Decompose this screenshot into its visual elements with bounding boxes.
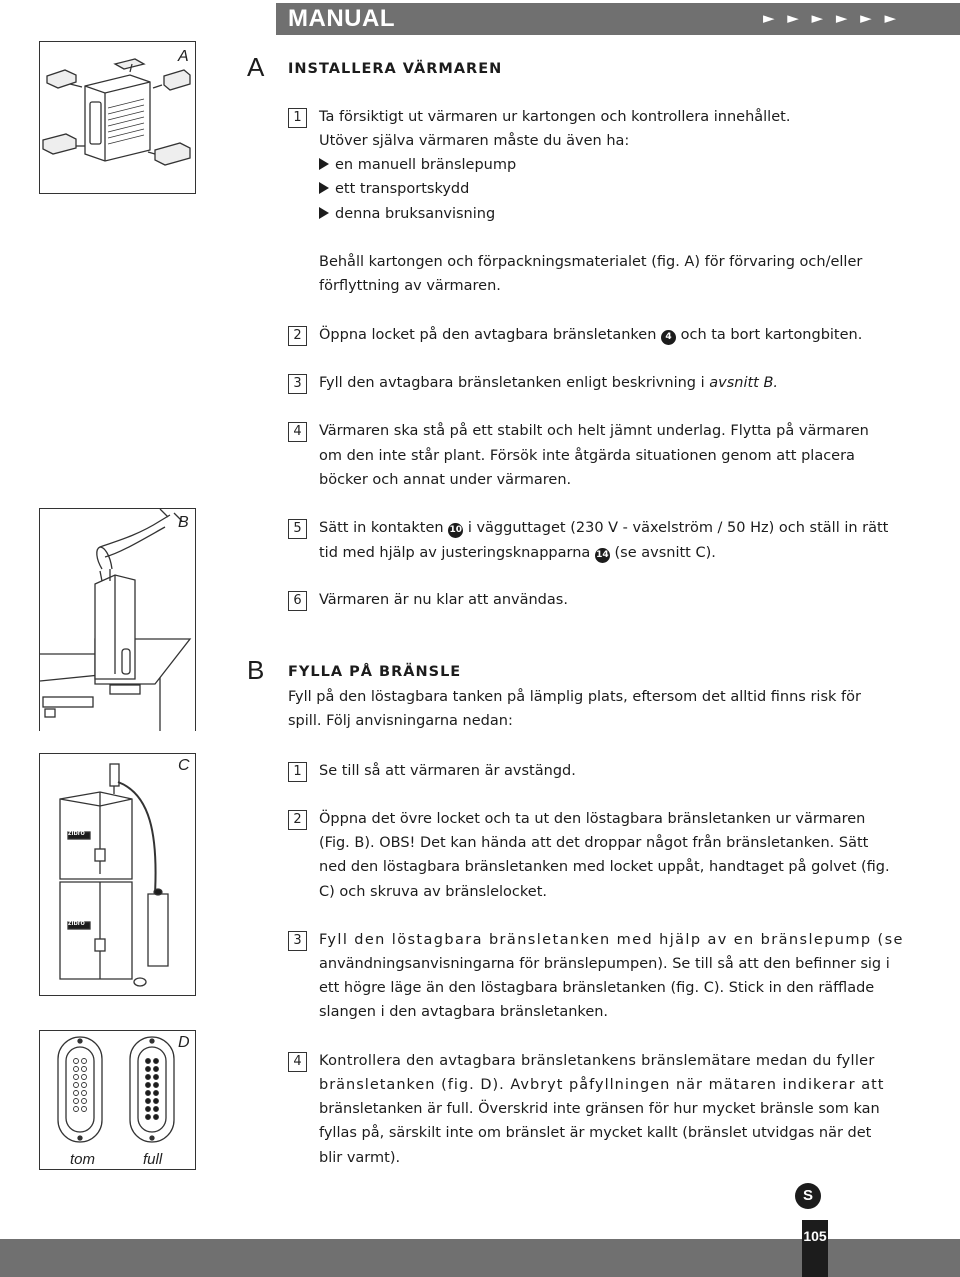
step-a4-number: 4 — [288, 422, 307, 442]
step-a1-number: 1 — [288, 108, 307, 128]
part-number-icon: 10 — [448, 523, 463, 538]
section-b-intro-line1: Fyll på den löstagbara tanken på lämplig plats, eftersom det alltid finns risk för — [288, 689, 861, 705]
step-b2-text-line1: Öppna det övre locket och ta ut den löstagbara bränsletanken ur värmaren — [319, 811, 866, 827]
bullet-item — [319, 202, 495, 226]
figure-a — [39, 41, 196, 194]
figure-d-label: D — [178, 1034, 190, 1051]
step-b2-number: 2 — [288, 810, 307, 830]
step-a2-text-before: Öppna locket på den avtagbara bränsletanken — [319, 327, 657, 343]
step-a5-text-line1 — [319, 516, 888, 540]
step-a3-text-main: Fyll den avtagbara bränsletanken enligt beskrivning i — [319, 375, 710, 391]
step-a6-number: 6 — [288, 591, 307, 611]
bullet-item — [319, 153, 516, 177]
header-title: MANUAL — [288, 5, 395, 32]
bullet-arrow-icon — [319, 182, 329, 194]
section-b-letter: B — [247, 655, 265, 685]
step-a3-number: 3 — [288, 374, 307, 394]
figure-d-empty-label: tom — [70, 1151, 96, 1168]
step-b3-text-line3: ett högre läge än den löstagbara bränsletanken (fig. C). Stick in den räfflade — [319, 980, 875, 996]
step-a5-l1-after: i vägguttaget (230 V - växelström / 50 Hz) och ställ in rätt — [467, 520, 889, 536]
step-a4-text-line3: böcker och annat under värmaren. — [319, 472, 572, 488]
figure-b-label: B — [178, 514, 189, 531]
step-b2-text-line2: (Fig. B). OBS! Det kan hända att det droppar något från bränsletanken. Sätt — [319, 835, 869, 851]
figure-a-label: A — [178, 48, 189, 65]
bullet-arrow-icon — [319, 207, 329, 219]
note-line2: förflyttning av värmaren. — [319, 278, 501, 294]
step-a5-l2-before: tid med hjälp av justeringsknapparna — [319, 545, 591, 561]
note-line1: Behåll kartongen och förpackningsmaterialet (fig. A) för förvaring och/eller — [319, 254, 863, 270]
step-a5-l1-before: Sätt in kontakten — [319, 520, 444, 536]
bullet-label: en manuell bränslepump — [335, 157, 517, 173]
figure-c — [39, 753, 196, 996]
part-number-icon: 14 — [595, 548, 610, 563]
step-b3-text-line4: slangen i den avtagbara bränsletanken. — [319, 1004, 609, 1020]
step-b3-number: 3 — [288, 931, 307, 951]
step-b4-number: 4 — [288, 1052, 307, 1072]
step-a5-l2-after: (se avsnitt C). — [614, 545, 716, 561]
figure-c-label: C — [178, 757, 190, 774]
step-a2-text-after: och ta bort kartongbiten. — [680, 327, 863, 343]
section-a-letter: A — [247, 52, 265, 82]
figure-c-brand: zibro — [68, 920, 85, 927]
step-b4-text-line2: bränsletanken (fig. D). Avbryt påfyllningen när mätaren indikerar att — [319, 1077, 885, 1093]
step-a4-text-line2: om den inte står plant. Försök inte åtgärda situationen genom att placera — [319, 448, 855, 464]
step-a3-text-italic: avsnitt B. — [709, 375, 779, 391]
figure-d-full-label: full — [143, 1151, 163, 1168]
header-arrows: ► ► ► ► ► ► — [762, 9, 900, 27]
figure-c-illustration — [40, 754, 195, 995]
step-a4-text-line1: Värmaren ska stå på ett stabilt och helt jämnt underlag. Flytta på värmaren — [319, 423, 869, 439]
step-a2-number: 2 — [288, 326, 307, 346]
figure-a-illustration — [40, 42, 195, 193]
step-b1-text: Se till så att värmaren är avstängd. — [319, 763, 576, 779]
step-a2-text — [319, 323, 862, 347]
step-b1-number: 1 — [288, 762, 307, 782]
step-b3-text-line1: Fyll den löstagbara bränsletanken med hjälp av en bränslepump (se — [319, 932, 904, 948]
bullet-label: denna bruksanvisning — [335, 206, 496, 222]
figure-d-illustration — [40, 1031, 195, 1169]
step-a1-text-line1: Ta försiktigt ut värmaren ur kartongen och kontrollera innehållet. — [319, 109, 791, 125]
page-number: 105 — [802, 1220, 828, 1277]
step-a1-text-line2: Utöver själva värmaren måste du även ha: — [319, 133, 630, 149]
step-b4-text-line1: Kontrollera den avtagbara bränsletankens bränslemätare medan du fyller — [319, 1053, 875, 1069]
figure-b-illustration — [40, 509, 197, 732]
step-b3-text-line2: användningsanvisningarna för bränslepumpen). Se till så att den befinner sig i — [319, 956, 890, 972]
step-b2-text-line4: C) och skruva av bränslelocket. — [319, 884, 547, 900]
bullet-item — [319, 177, 469, 201]
section-b-intro-line2: spill. Följ anvisningarna nedan: — [288, 713, 513, 729]
part-number-icon: 4 — [661, 330, 676, 345]
bullet-label: ett transportskydd — [335, 181, 470, 197]
step-b2-text-line3: ned den löstagbara bränsletanken med locket uppåt, handtaget på golvet (fig. — [319, 859, 890, 875]
step-a6-text: Värmaren är nu klar att användas. — [319, 592, 568, 608]
header-bar — [276, 3, 960, 35]
step-a5-text-line2 — [319, 541, 716, 565]
figure-b — [39, 508, 196, 731]
figure-d — [39, 1030, 196, 1170]
section-b-title: FYLLA PÅ BRÄNSLE — [288, 664, 462, 680]
bullet-arrow-icon — [319, 158, 329, 170]
step-b4-text-line4: fyllas på, särskilt inte om bränslet är mycket kallt (bränslet utvidgas när det — [319, 1125, 872, 1141]
figure-c-brand: zibro — [68, 830, 85, 837]
step-a5-number: 5 — [288, 519, 307, 539]
step-b4-text-line5: blir varmt). — [319, 1150, 401, 1166]
step-b4-text-line3: bränsletanken är full. Överskrid inte gränsen för hur mycket bränsle som kan — [319, 1101, 880, 1117]
section-a-title: INSTALLERA VÄRMAREN — [288, 61, 503, 77]
language-badge: S — [795, 1183, 821, 1209]
step-a3-text — [319, 371, 778, 395]
